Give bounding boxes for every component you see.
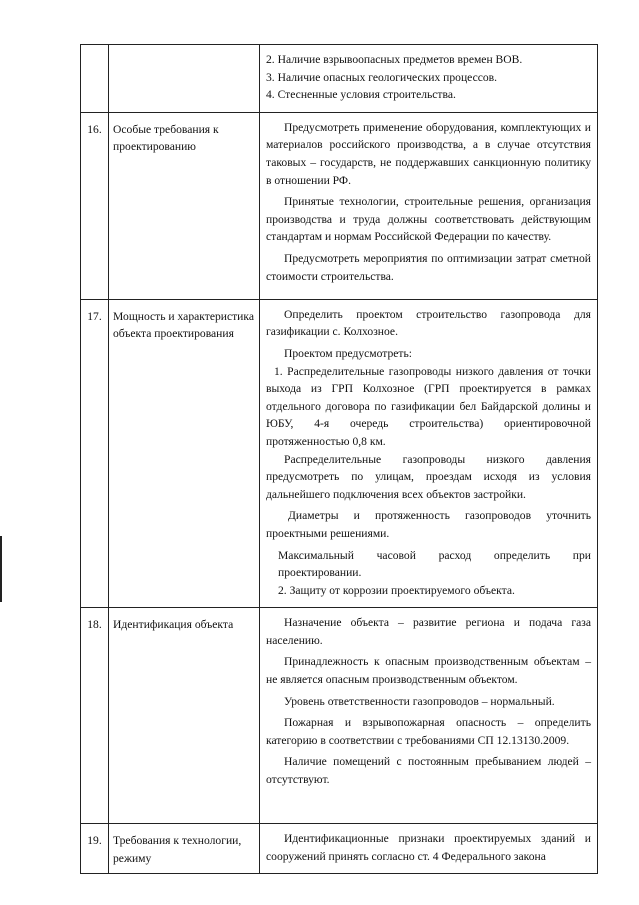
content-paragraph: Назначение объекта – развитие региона и подача газа населению.: [266, 616, 591, 647]
content-paragraph: 2. Наличие взрывоопасных предметов времен ВОВ.: [266, 53, 523, 66]
row-content: [260, 824, 598, 874]
row-content: [260, 608, 598, 824]
row-number: 18.: [81, 608, 109, 824]
table-row: [81, 608, 598, 824]
row-number: [81, 45, 109, 113]
content-paragraph: Идентификационные признаки проектируемых зданий и сооружений принять согласно ст. 4 Федерального закона: [266, 832, 591, 863]
row-number: 19.: [81, 824, 109, 874]
row-title: [109, 45, 260, 113]
row-content: [260, 112, 598, 299]
row-title: Особые требования к проектированию: [109, 112, 260, 299]
content-paragraph: 2. Защиту от коррозии проектируемого объекта.: [278, 583, 515, 597]
specification-table: [80, 44, 598, 874]
content-paragraph: Принятые технологии, строительные решения, организация производства и труда должны соответствовать действующим стандартам и нормам Российской Федерации по качеству.: [266, 195, 591, 244]
content-paragraph: 3. Наличие опасных геологических процессов.: [266, 70, 498, 84]
row-title: Идентификация объекта: [109, 608, 260, 824]
content-paragraph: Наличие помещений с постоянным пребыванием людей – отсутствуют.: [266, 755, 591, 787]
row-content: [260, 45, 598, 113]
content-paragraph: Пожарная и взрывопожарная опасность – определить категорию в соответствии с требованиями СП 12.13130.2009.: [266, 716, 591, 747]
content-paragraph: Определить проектом строительство газопровода для газификации с. Колхозное.: [266, 307, 591, 339]
content-paragraph: 1. Распределительные газопроводы низкого давления от точки выхода из ГРП Колхозное (ГРП проектируется в рамках отдельного договора по газификации бел Байдарской долины и ЮБУ, 4-я очередь строительства) ориентировочной протяженностью 0,8 км.: [266, 364, 591, 448]
row-content: [260, 299, 598, 608]
content-paragraph: Уровень ответственности газопроводов – нормальный.: [284, 694, 555, 708]
scan-edge-mark: [0, 536, 2, 602]
table-row: [81, 824, 598, 874]
row-number: 16.: [81, 112, 109, 299]
content-paragraph: Максимальный часовой расход определить при проектировании.: [278, 548, 591, 580]
row-title: Требования к технологии, режиму: [109, 824, 260, 874]
content-paragraph: Распределительные газопроводы низкого давления предусмотреть по улицам, проездам исходя из условия дальнейшего подключения всех объектов застройки.: [266, 452, 591, 501]
row-title: Мощность и характеристика объекта проектирования: [109, 299, 260, 608]
content-paragraph: Предусмотреть применение оборудования, комплектующих и материалов российского производства, а в случае отсутствия таковых – государств, не поддержавших санкционную политику в отношении РФ.: [266, 120, 591, 187]
table-row: [81, 299, 598, 608]
content-paragraph: Предусмотреть мероприятия по оптимизации затрат сметной стоимости строительства.: [266, 251, 591, 283]
content-paragraph: Диаметры и протяженность газопроводов уточнить проектными решениями.: [266, 509, 591, 540]
row-number: 17.: [81, 299, 109, 608]
table-row: [81, 112, 598, 299]
content-paragraph: 4. Стесненные условия строительства.: [266, 88, 456, 102]
table-row: [81, 45, 598, 113]
content-paragraph: Проектом предусмотреть:: [284, 346, 413, 360]
content-paragraph: Принадлежность к опасным производственным объектам – не является опасным производственным объектом.: [266, 655, 591, 687]
